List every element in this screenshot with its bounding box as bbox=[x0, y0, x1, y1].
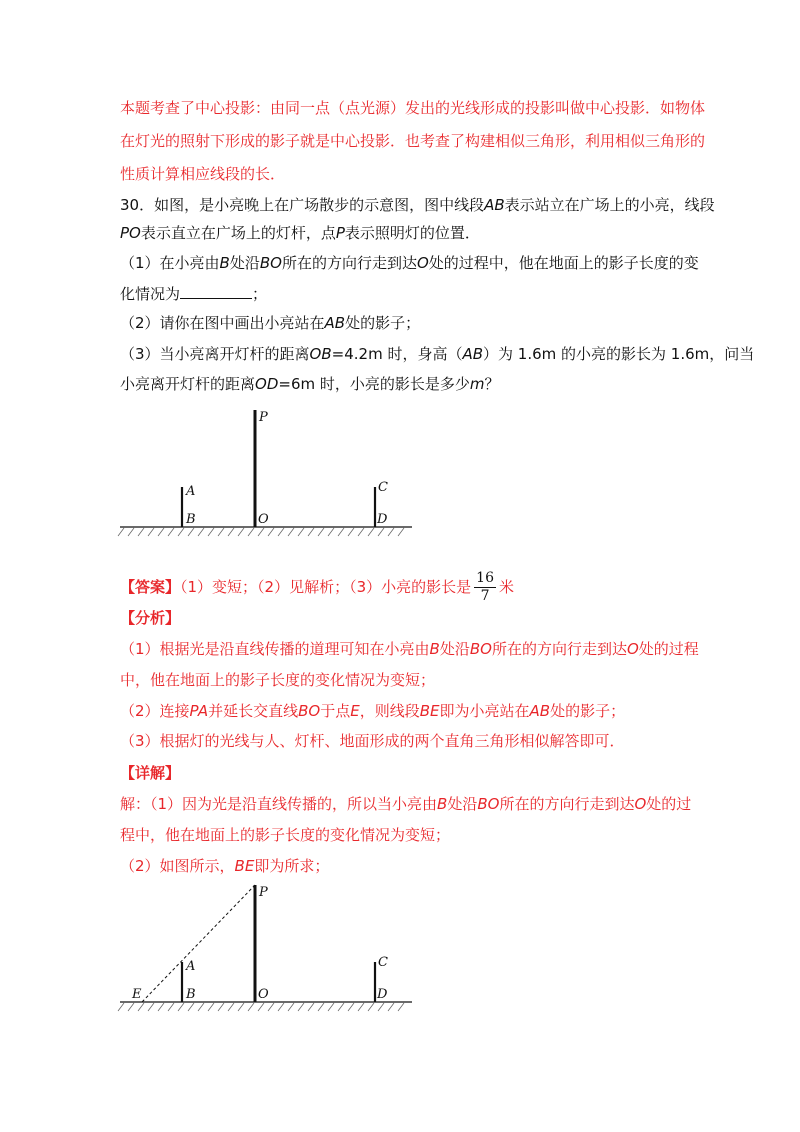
label-D: D bbox=[377, 512, 388, 527]
label-O: O bbox=[258, 987, 269, 1002]
label-C: C bbox=[378, 480, 388, 495]
ground-hatching bbox=[118, 528, 404, 536]
answer-blank bbox=[180, 284, 252, 299]
light-ray-PE bbox=[142, 885, 255, 1002]
analysis-tag: 【分析】 bbox=[120, 609, 181, 627]
label-A: A bbox=[186, 959, 196, 974]
figure-2 bbox=[0, 875, 800, 1025]
question-line-1: 30．如图，是小亮晚上在广场散步的示意图，图中线段AB表示站立在广场上的小亮，线段 bbox=[120, 196, 715, 214]
label-P: P bbox=[259, 410, 268, 425]
question-part-1: （1）在小亮由B处沿BO所在的方向行走到达O处的过程中，他在地面上的影子长度的变 bbox=[120, 254, 699, 272]
intro-line-3: 性质计算相应线段的长． bbox=[120, 165, 286, 183]
question-number: 30． bbox=[120, 196, 155, 214]
analysis-line-3: （2）连接PA并延长交直线BO于点E，则线段BE即为小亮站在AB处的影子； bbox=[120, 702, 626, 720]
analysis-line-4: （3）根据灯的光线与人、灯杆、地面形成的两个直角三角形相似解答即可． bbox=[120, 732, 625, 750]
detail-tag: 【详解】 bbox=[120, 764, 181, 782]
question-part-2: （2）请你在图中画出小亮站在AB处的影子； bbox=[120, 314, 421, 332]
intro-line-2: 在灯光的照射下形成的影子就是中心投影．也考查了构建相似三角形，利用相似三角形的 bbox=[120, 132, 706, 150]
fraction: $\frac{16}{7}$ bbox=[476, 570, 494, 604]
analysis-line-2: 中，他在地面上的影子长度的变化情况为变短； bbox=[120, 671, 436, 689]
figure-1 bbox=[0, 400, 800, 550]
detail-line-1: 解：（1）因为光是沿直线传播的，所以当小亮由B处沿BO所在的方向行走到达O处的过 bbox=[120, 795, 692, 813]
answer-tag: 【答案】 bbox=[120, 578, 181, 596]
analysis-line-1: （1）根据光是沿直线传播的道理可知在小亮由B处沿BO所在的方向行走到达O处的过程 bbox=[120, 640, 699, 658]
label-B: B bbox=[186, 987, 196, 1002]
label-C: C bbox=[378, 955, 388, 970]
question-part-1-cont: 化情况为 ； bbox=[120, 285, 268, 303]
intro-line-1: 本题考查了中心投影：由同一点（点光源）发出的光线形成的投影叫做中心投影．如物体 bbox=[120, 99, 706, 117]
label-A: A bbox=[186, 484, 196, 499]
label-P: P bbox=[259, 885, 268, 900]
detail-line-3: （2）如图所示，BE即为所求； bbox=[120, 857, 330, 875]
label-E: E bbox=[132, 987, 142, 1002]
answer-line: 【答案】（1）变短；（2）见解析；（3）小亮的影长是 $\frac{16}{7}$ 米 bbox=[120, 570, 514, 604]
label-O: O bbox=[258, 512, 269, 527]
label-D: D bbox=[377, 987, 388, 1002]
question-part-3: （3）当小亮离开灯杆的距离OB=4.2m 时，身高（AB）为 1.6m 的小亮的影长为 1.6m，问当 bbox=[120, 345, 755, 363]
label-B: B bbox=[186, 512, 196, 527]
question-line-2: PO表示直立在广场上的灯杆，点P表示照明灯的位置． bbox=[120, 224, 480, 242]
detail-line-2: 程中，他在地面上的影子长度的变化情况为变短； bbox=[120, 826, 451, 844]
ground-hatching bbox=[118, 1003, 404, 1011]
question-part-3-cont: 小亮离开灯杆的距离OD=6m 时，小亮的影长是多少m？ bbox=[120, 375, 500, 393]
